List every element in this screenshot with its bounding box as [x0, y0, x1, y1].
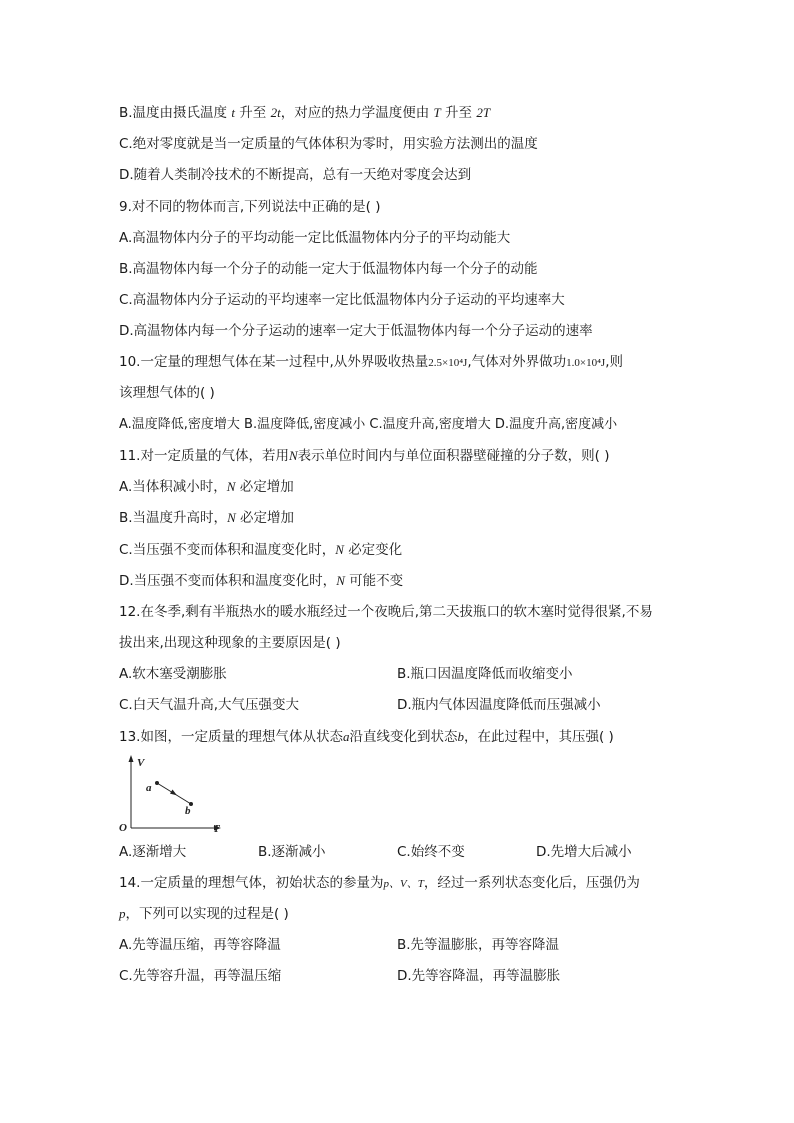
question-12: 12.在冬季,剩有半瓶热水的暖水瓶经过一个夜晚后,第二天拔瓶口的软木塞时觉得很紧,不易 [119, 604, 653, 620]
point-a [155, 781, 159, 785]
q9-option-a: A.高温物体内分子的平均动能一定比低温物体内分子的平均动能大 [119, 230, 511, 246]
q12-option-a: A.软木塞受潮膨胀 [119, 666, 227, 682]
question-14-cont: p，下列可以实现的过程是( ) [119, 906, 289, 922]
question-13: 13.如图，一定质量的理想气体从状态a沿直线变化到状态b，在此过程中，其压强( ) [119, 729, 614, 745]
option-b-line: B.温度由摄氏温度 t 升至 2t，对应的热力学温度便由 T 升至 2T [119, 105, 491, 121]
y-axis-arrow-icon [129, 755, 134, 762]
q12-option-c: C.白天气温升高,大气压强变大 [119, 697, 300, 713]
q13-option-d: D.先增大后减小 [536, 844, 632, 860]
q11-option-d: D.当压强不变而体积和温度变化时，N 可能不变 [119, 573, 404, 589]
point-b-label: b [185, 805, 191, 817]
q9-option-d: D.高温物体内每一个分子运动的速率一定大于低温物体内每一个分子运动的速率 [119, 323, 593, 339]
v-t-graph [117, 754, 227, 834]
option-d-line: D.随着人类制冷技术的不断提高，总有一天绝对零度会达到 [119, 167, 472, 183]
question-12-cont: 拔出来,出现这种现象的主要原因是( ) [119, 635, 341, 651]
q12-option-d: D.瓶内气体因温度降低而压强减小 [397, 697, 601, 713]
q11-option-b: B.当温度升高时，N 必定增加 [119, 510, 295, 526]
q11-option-a: A.当体积减小时，N 必定增加 [119, 479, 294, 495]
q10-options: A.温度降低,密度增大 B.温度降低,密度减小 C.温度升高,密度增大 D.温度升高,密度减小 [119, 417, 618, 432]
q13-option-a: A.逐渐增大 [119, 844, 187, 860]
y-axis-label: V [137, 757, 145, 769]
option-c-line: C.绝对零度就是当一定质量的气体体积为零时，用实验方法测出的温度 [119, 136, 538, 152]
q11-option-c: C.当压强不变而体积和温度变化时，N 必定变化 [119, 542, 403, 558]
question-10-cont: 该理想气体的( ) [119, 385, 215, 401]
q9-option-c: C.高温物体内分子运动的平均速率一定比低温物体内分子运动的平均速率大 [119, 292, 565, 308]
question-10: 10.一定量的理想气体在某一过程中,从外界吸收热量2.5×10⁴J,气体对外界做功1.0×10⁴J,则 [119, 354, 624, 370]
q14-option-a: A.先等温压缩，再等容降温 [119, 937, 281, 953]
q12-option-b: B.瓶口因温度降低而收缩变小 [397, 666, 573, 682]
point-a-label: a [146, 782, 152, 794]
q9-option-b: B.高温物体内每一个分子的动能一定大于低温物体内每一个分子的动能 [119, 261, 538, 277]
origin-label: O [119, 822, 127, 834]
question-9: 9.对不同的物体而言,下列说法中正确的是( ) [119, 199, 381, 215]
question-14: 14.一定质量的理想气体，初始状态的参量为p、V、T，经过一系列状态变化后，压强仍为 [119, 875, 640, 891]
question-11: 11.对一定质量的气体，若用N表示单位时间内与单位面积器壁碰撞的分子数，则( ) [119, 448, 610, 464]
q14-option-d: D.先等容降温，再等温膨胀 [397, 968, 561, 984]
q13-option-b: B.逐渐减小 [258, 844, 326, 860]
direction-arrow-icon [170, 790, 177, 796]
q14-option-c: C.先等容升温，再等温压缩 [119, 968, 282, 984]
x-axis-label: T [213, 823, 220, 834]
q13-option-c: C.始终不变 [397, 844, 465, 860]
q14-option-b: B.先等温膨胀，再等容降温 [397, 937, 560, 953]
